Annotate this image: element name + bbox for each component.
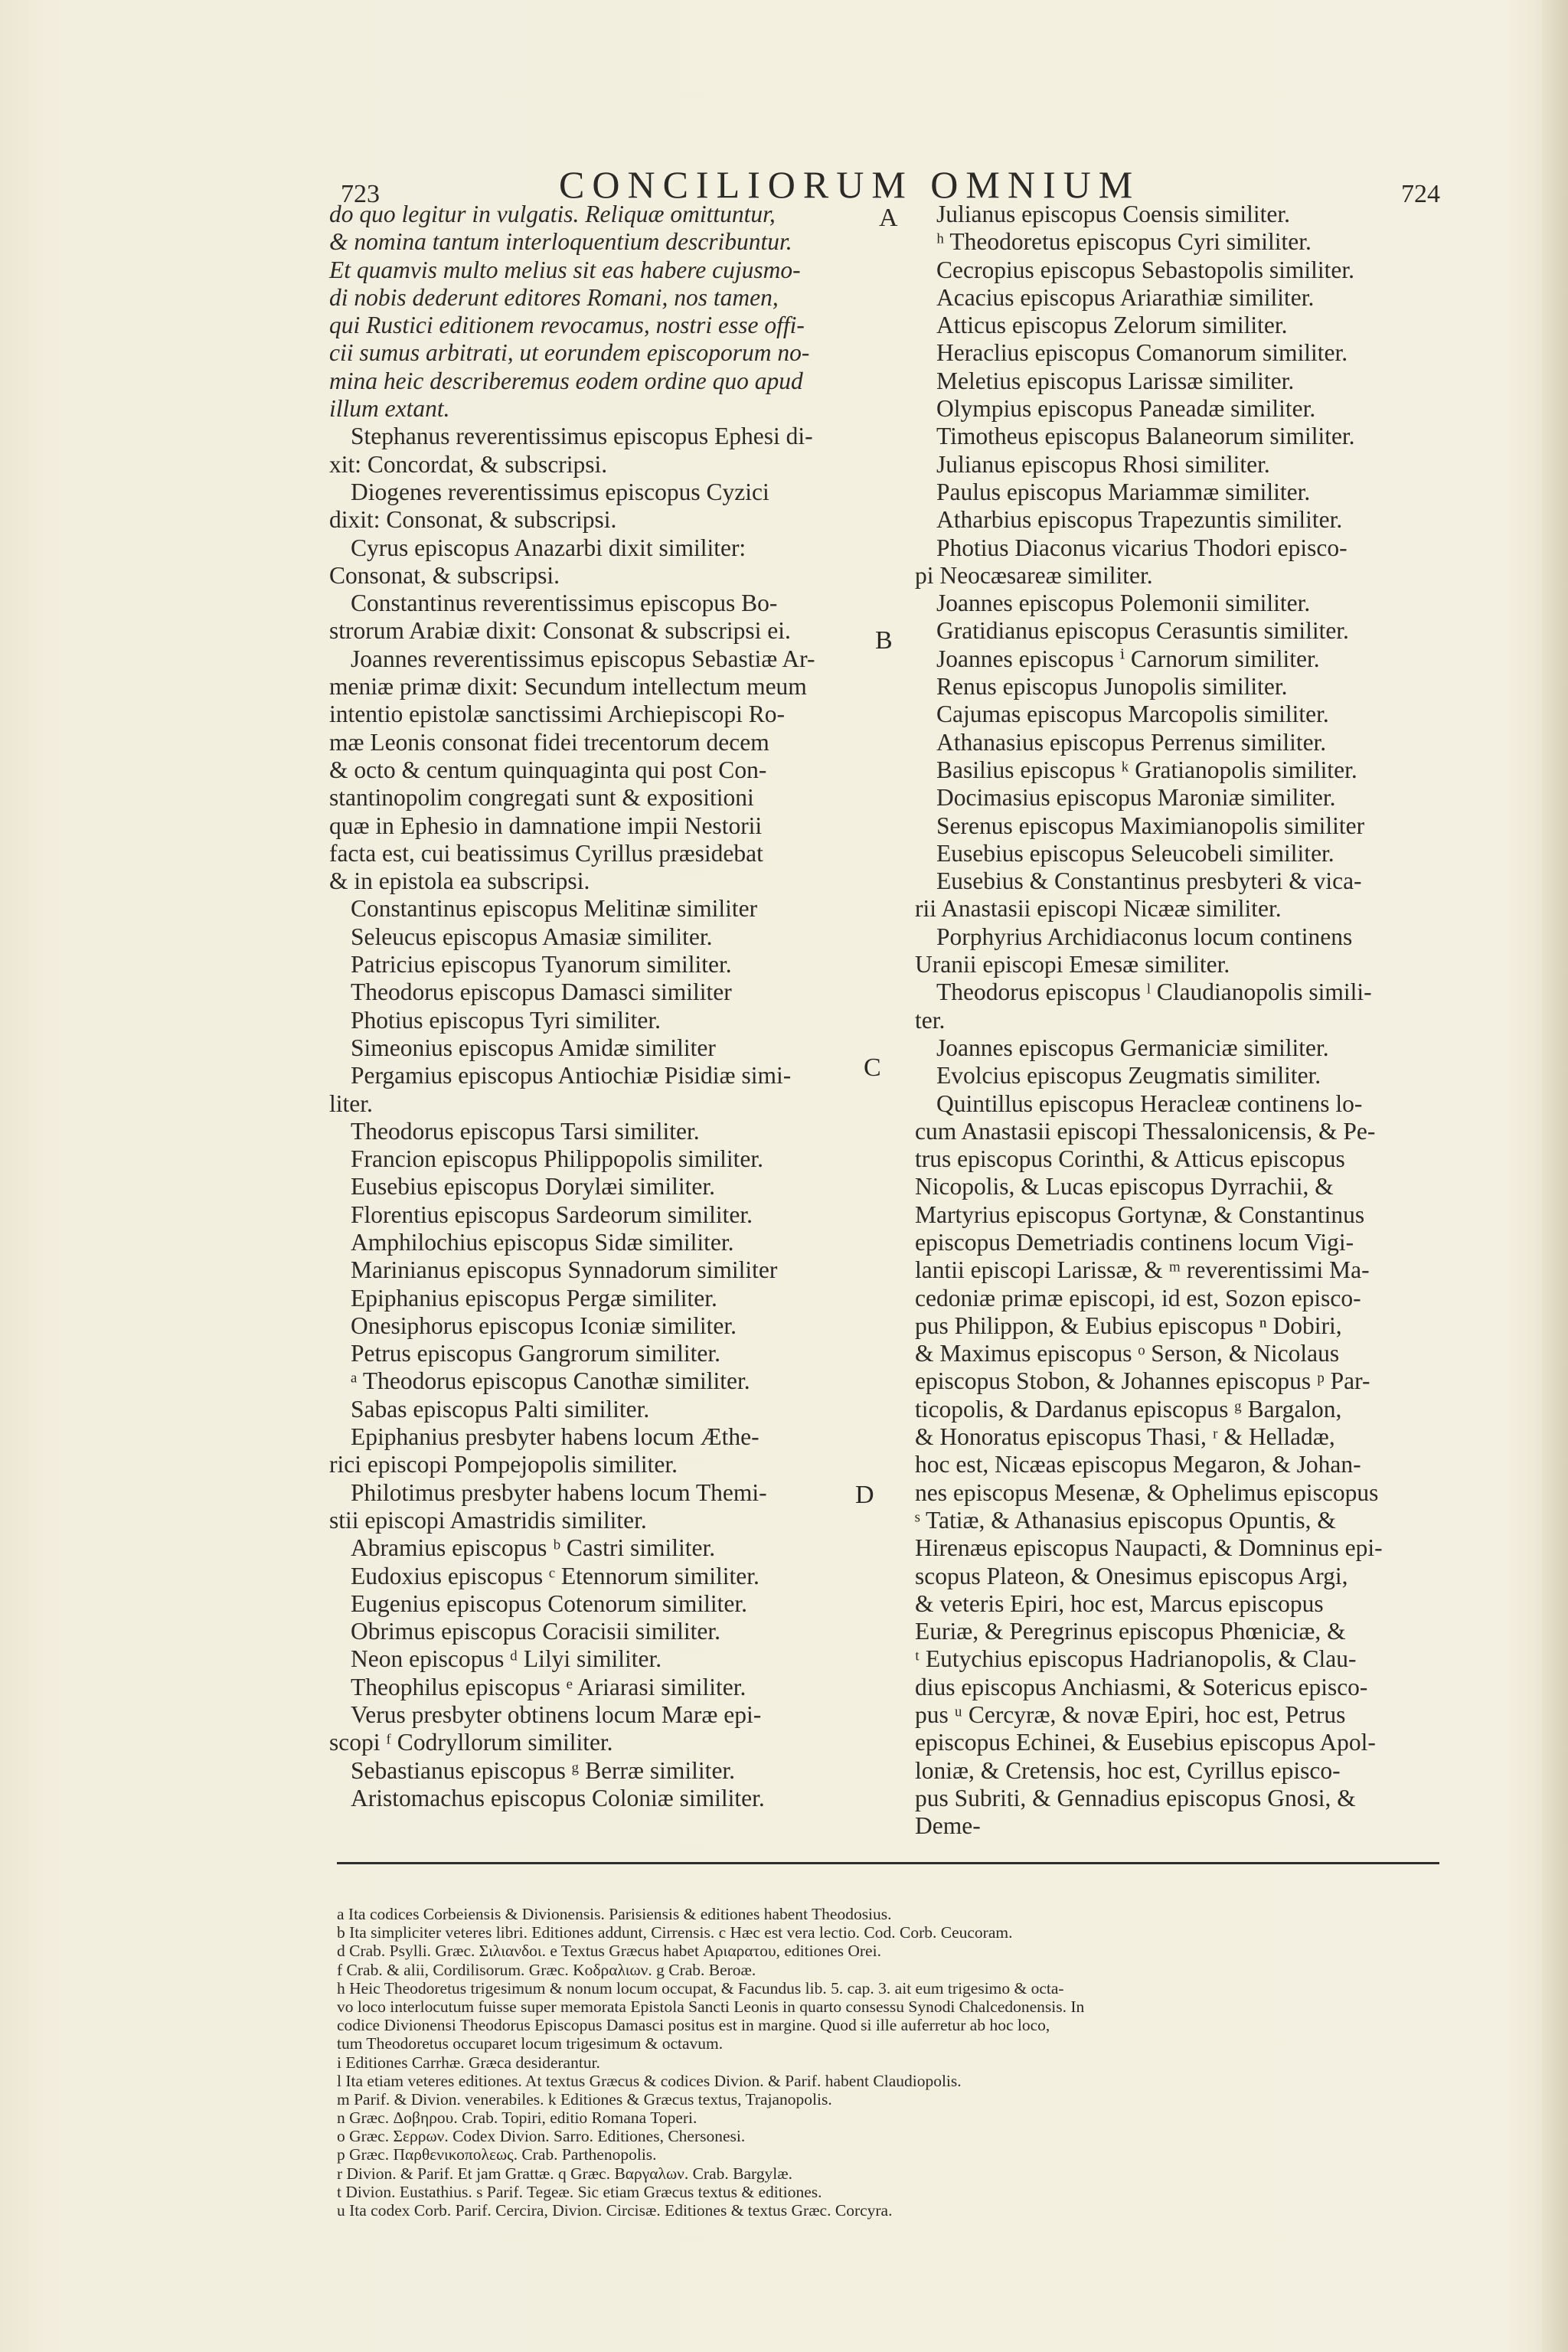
text-line: Seleucus episcopus Amasiæ similiter. xyxy=(351,923,713,950)
text-line: scopus Plateon, & Onesimus episcopus Argi, xyxy=(915,1562,1348,1589)
text-line: trus episcopus Corinthi, & Atticus episcopus xyxy=(915,1145,1345,1173)
text-line: scopi ᶠ Codryllorum similiter. xyxy=(329,1729,613,1756)
text-line: Eusebius & Constantinus presbyteri & vica- xyxy=(936,867,1362,895)
text-line: Joannes episcopus ⁱ Carnorum similiter. xyxy=(936,645,1320,672)
text-line: liter. xyxy=(329,1089,373,1117)
text-line: stii episcopi Amastridis similiter. xyxy=(329,1506,647,1534)
text-line: pus Philippon, & Eubius episcopus ⁿ Dobiri, xyxy=(915,1312,1342,1339)
text-line: Joannes reverentissimus episcopus Sebastiæ Ar- xyxy=(351,645,815,672)
text-line: Epiphanius presbyter habens locum Æthe- xyxy=(351,1423,760,1451)
footnote-line: r Divion. & Parif. Et jam Grattæ. q Græc. Βαργαλων. Crab. Bargylæ. xyxy=(337,2164,792,2183)
text-line: Theodorus episcopus Damasci similiter xyxy=(351,978,732,1006)
footnote-line: h Heic Theodoretus trigesimum & nonum locum occupat, & Facundus lib. 5. cap. 3. ait eum trigesimo & octa- xyxy=(337,1978,1064,1998)
footnote-line: p Græc. Παρθενικοπολεως. Crab. Parthenopolis. xyxy=(337,2145,657,2164)
text-line: Verus presbyter obtinens locum Maræ epi- xyxy=(351,1701,762,1729)
footnote-line: n Græc. Δοβηρου. Crab. Topiri, editio Romana Toperi. xyxy=(337,2109,697,2128)
footnote-line: i Editiones Carrhæ. Græca desiderantur. xyxy=(337,2053,600,2072)
text-line: Joannes episcopus Germaniciæ similiter. xyxy=(936,1034,1329,1061)
right-column xyxy=(915,201,1439,1841)
text-line: meniæ primæ dixit: Secundum intellectum meum xyxy=(329,673,807,701)
footnote-line: codice Divionensi Theodorus Episcopus Damasci positus est in margine. Quod si ille auferretur ab hoc loco, xyxy=(337,2016,1050,2035)
text-line: Pergamius episcopus Antiochiæ Pisidiæ simi- xyxy=(351,1062,792,1089)
footnote-line: u Ita codex Corb. Parif. Cercira, Divion. Circisæ. Editiones & textus Græc. Corcyra. xyxy=(337,2201,893,2220)
text-line: ticopolis, & Dardanus episcopus ᵍ Bargalon, xyxy=(915,1395,1342,1423)
text-line: mæ Leonis consonat fidei trecentorum decem xyxy=(329,728,769,756)
footnote-line: f Crab. & alii, Cordilisorum. Græc. Κοδραλιων. g Crab. Beroæ. xyxy=(337,1960,756,1979)
text-line: hoc est, Nicæas episcopus Megaron, & Johan- xyxy=(915,1451,1361,1478)
text-line: Cajumas episcopus Marcopolis similiter. xyxy=(936,701,1329,728)
text-line: Eusebius episcopus Seleucobeli similiter. xyxy=(936,839,1334,867)
text-line: pus Subriti, & Gennadius episcopus Gnosi, & xyxy=(915,1784,1356,1811)
text-line: Petrus episcopus Gangrorum similiter. xyxy=(351,1340,720,1367)
text-line: nes episcopus Mesenæ, & Ophelimus episcopus xyxy=(915,1478,1379,1506)
footnote-line: b Ita simpliciter veteres libri. Editiones addunt, Cirrensis. c Hæc est vera lectio. Cod. Corb. Ceucoram. xyxy=(337,1923,1013,1942)
text-line: Eugenius episcopus Cotenorum similiter. xyxy=(351,1589,747,1617)
text-line: Nicopolis, & Lucas episcopus Dyrrachii, & xyxy=(915,1173,1334,1200)
text-line: Timotheus episcopus Balaneorum similiter. xyxy=(936,423,1355,450)
footnote-line: m Parif. & Divion. venerabiles. k Editiones & Græcus textus, Trajanopolis. xyxy=(337,2089,832,2109)
text-line: Photius Diaconus vicarius Thodori episco- xyxy=(936,534,1348,561)
text-line: Constantinus reverentissimus episcopus Bo- xyxy=(351,590,778,617)
text-line: Julianus episcopus Coensis similiter. xyxy=(936,201,1290,227)
text-line: & veteris Epiri, hoc est, Marcus episcopus xyxy=(915,1589,1324,1617)
footnote-line: t Divion. Eustathius. s Parif. Tegeæ. Sic etiam Græcus textus & editiones. xyxy=(337,2182,822,2201)
text-line: Simeonius episcopus Amidæ similiter xyxy=(351,1034,716,1061)
text-line: xit: Concordat, & subscripsi. xyxy=(329,450,608,478)
text-line: illum extant. xyxy=(329,395,450,423)
text-line: Florentius episcopus Sardeorum similiter. xyxy=(351,1200,753,1228)
text-line: Patricius episcopus Tyanorum similiter. xyxy=(351,951,732,978)
text-line: Gratidianus episcopus Cerasuntis similiter. xyxy=(936,617,1349,645)
text-line: quæ in Ephesio in damnatione impii Nestorii xyxy=(329,812,763,839)
text-line: Francion episcopus Philippopolis similiter. xyxy=(351,1145,763,1173)
margin-marker-c: C xyxy=(864,1054,881,1082)
text-line: & octo & centum quinquaginta qui post Con- xyxy=(329,756,767,783)
text-line: Stephanus reverentissimus episcopus Ephesi di- xyxy=(351,423,813,450)
text-line: Sabas episcopus Palti similiter. xyxy=(351,1395,650,1423)
text-line: Hirenæus episcopus Naupacti, & Domninus epi- xyxy=(915,1534,1383,1562)
footnotes xyxy=(337,1905,1439,2220)
text-line: Quintillus episcopus Heracleæ continens lo- xyxy=(936,1089,1363,1117)
right-page-number: 724 xyxy=(1401,180,1440,208)
footnote-line: d Crab. Psylli. Græc. Σιλιανδοι. e Textus Græcus habet Αριαρατου, editiones Orei. xyxy=(337,1942,881,1961)
text-line: episcopus Demetriadis continens locum Vigi- xyxy=(915,1228,1354,1256)
text-line: Serenus episcopus Maximianopolis similiter xyxy=(936,812,1365,839)
text-line: rici episcopi Pompejopolis similiter. xyxy=(329,1451,678,1478)
text-line: Photius episcopus Tyri similiter. xyxy=(351,1006,661,1034)
text-line: Eusebius episcopus Dorylæi similiter. xyxy=(351,1173,715,1200)
text-line: Consonat, & subscripsi. xyxy=(329,561,560,589)
page-edge-shadow xyxy=(1542,0,1568,2352)
text-line: Diogenes reverentissimus episcopus Cyzici xyxy=(351,478,769,505)
text-line: dius episcopus Anchiasmi, & Sotericus episco- xyxy=(915,1673,1368,1700)
left-column xyxy=(329,201,850,1812)
text-line: Abramius episcopus ᵇ Castri similiter. xyxy=(351,1534,716,1562)
text-line: Theophilus episcopus ᵉ Ariarasi similiter. xyxy=(351,1673,746,1700)
text-line: Julianus episcopus Rhosi similiter. xyxy=(936,450,1270,478)
text-line: episcopus Stobon, & Johannes episcopus ᵖ Par- xyxy=(915,1367,1370,1395)
text-line: Obrimus episcopus Coracisii similiter. xyxy=(351,1618,720,1645)
text-line: Paulus episcopus Mariammæ similiter. xyxy=(936,478,1311,505)
text-line: Theodorus episcopus Tarsi similiter. xyxy=(351,1117,700,1145)
margin-marker-a: A xyxy=(879,204,898,232)
text-line: Martyrius episcopus Gortynæ, & Constantinus xyxy=(915,1200,1365,1228)
text-line: Amphilochius episcopus Sidæ similiter. xyxy=(351,1228,734,1256)
text-line: Renus episcopus Junopolis similiter. xyxy=(936,673,1288,701)
text-line: Evolcius episcopus Zeugmatis similiter. xyxy=(936,1062,1321,1089)
text-line: ʰ Theodoretus episcopus Cyri similiter. xyxy=(936,228,1312,256)
text-line: Sebastianus episcopus ᵍ Berræ similiter. xyxy=(351,1756,736,1784)
text-line: Athanasius episcopus Perrenus similiter. xyxy=(936,728,1327,756)
text-line: do quo legitur in vulgatis. Reliquæ omittuntur, xyxy=(329,201,776,227)
text-line: Meletius episcopus Larissæ similiter. xyxy=(936,367,1295,394)
text-line: & in epistola ea subscripsi. xyxy=(329,867,590,895)
text-line: Heraclius episcopus Comanorum similiter. xyxy=(936,339,1348,367)
footnote-line: o Græc. Σερρων. Codex Divion. Sarro. Editiones, Chersonesi. xyxy=(337,2127,746,2146)
text-line: Porphyrius Archidiaconus locum continens xyxy=(936,923,1353,950)
text-line: Olympius episcopus Paneadæ similiter. xyxy=(936,395,1316,423)
margin-marker-d: D xyxy=(855,1481,874,1509)
text-line: cedoniæ primæ episcopi, id est, Sozon episco- xyxy=(915,1284,1361,1312)
text-line: & nomina tantum interloquentium describuntur. xyxy=(329,228,792,256)
text-line: cii sumus arbitrati, ut eorundem episcoporum no- xyxy=(329,339,810,367)
text-line: di nobis dederunt editores Romani, nos tamen, xyxy=(329,283,779,311)
text-line: loniæ, & Cretensis, hoc est, Cyrillus episco- xyxy=(915,1756,1341,1784)
text-line: dixit: Consonat, & subscripsi. xyxy=(329,506,617,534)
text-line: Eudoxius episcopus ᶜ Etennorum similiter. xyxy=(351,1562,760,1589)
left-page-number: 723 xyxy=(341,180,380,208)
text-line: strorum Arabiæ dixit: Consonat & subscripsi ei. xyxy=(329,617,791,645)
text-line: mina heic describeremus eodem ordine quo apud xyxy=(329,367,803,394)
text-line: rii Anastasii episcopi Nicææ similiter. xyxy=(915,895,1282,923)
footnote-line: l Ita etiam veteres editiones. At textus Græcus & codices Divion. & Parif. habent Claudiopolis. xyxy=(337,2071,962,2090)
text-line: Onesiphorus episcopus Iconiæ similiter. xyxy=(351,1312,737,1339)
text-line: ᵗ Eutychius episcopus Hadrianopolis, & Clau- xyxy=(915,1645,1357,1673)
text-line: cum Anastasii episcopi Thessalonicensis, & Pe- xyxy=(915,1117,1376,1145)
text-line: & Maximus episcopus ᵒ Serson, & Nicolaus xyxy=(915,1340,1340,1367)
text-line: lantii episcopi Larissæ, & ᵐ reverentissimi Ma- xyxy=(915,1256,1370,1284)
text-line: ter. xyxy=(915,1006,946,1034)
text-line: Cyrus episcopus Anazarbi dixit similiter: xyxy=(351,534,746,561)
margin-marker-b: B xyxy=(875,626,893,655)
text-line: intentio epistolæ sanctissimi Archiepiscopi Ro- xyxy=(329,701,785,728)
text-line: Atharbius episcopus Trapezuntis similiter. xyxy=(936,506,1343,534)
text-line: qui Rustici editionem revocamus, nostri esse offi- xyxy=(329,312,805,339)
text-line: pus ᵘ Cercyræ, & novæ Epiri, hoc est, Petrus xyxy=(915,1701,1346,1729)
text-line: episcopus Echinei, & Eusebius episcopus Apol- xyxy=(915,1729,1376,1756)
footnote-line: tum Theodoretus occuparet locum trigesimum & octavum. xyxy=(337,2034,724,2053)
text-line: Atticus episcopus Zelorum similiter. xyxy=(936,312,1288,339)
text-line: Aristomachus episcopus Coloniæ similiter. xyxy=(351,1784,765,1811)
text-line: Euriæ, & Peregrinus episcopus Phœniciæ, & xyxy=(915,1618,1346,1645)
text-line: Deme- xyxy=(915,1812,981,1840)
text-line: Uranii episcopi Emesæ similiter. xyxy=(915,951,1230,978)
text-line: stantinopolim congregati sunt & expositioni xyxy=(329,784,754,812)
text-line: Et quamvis multo melius sit eas habere cujusmo- xyxy=(329,256,801,283)
text-line: Philotimus presbyter habens locum Themi- xyxy=(351,1478,767,1506)
text-line: Constantinus episcopus Melitinæ similiter xyxy=(351,895,758,923)
text-line: & Honoratus episcopus Thasi, ʳ & Helladæ, xyxy=(915,1423,1335,1451)
text-line: Theodorus episcopus ˡ Claudianopolis simili- xyxy=(936,978,1372,1006)
text-line: ˢ Tatiæ, & Athanasius episcopus Opuntis, & xyxy=(915,1506,1336,1534)
text-line: Acacius episcopus Ariarathiæ similiter. xyxy=(936,283,1315,311)
footnote-line: vo loco interlocutum fuisse super memorata Epistola Sancti Leonis in quarto consessu Synodi Chalcedonensis. In xyxy=(337,1997,1085,2016)
text-line: Joannes episcopus Polemonii similiter. xyxy=(936,590,1311,617)
footnote-line: a Ita codices Corbeiensis & Divionensis. Parisiensis & editiones habent Theodosius. xyxy=(337,1905,892,1923)
text-line: Cecropius episcopus Sebastopolis similiter. xyxy=(936,256,1354,283)
text-line: ᵃ Theodorus episcopus Canothæ similiter. xyxy=(351,1367,750,1395)
footnote-rule xyxy=(337,1862,1439,1864)
text-line: Epiphanius episcopus Pergæ similiter. xyxy=(351,1284,717,1312)
page-title: CONCILIORUM OMNIUM xyxy=(559,163,1141,206)
text-line: pi Neocæsareæ similiter. xyxy=(915,561,1153,589)
text-line: Neon episcopus ᵈ Lilyi similiter. xyxy=(351,1645,662,1673)
text-line: Basilius episcopus ᵏ Gratianopolis similiter. xyxy=(936,756,1357,783)
text-line: Marinianus episcopus Synnadorum similiter xyxy=(351,1256,778,1284)
text-line: Docimasius episcopus Maroniæ similiter. xyxy=(936,784,1336,812)
text-line: facta est, cui beatissimus Cyrillus præsidebat xyxy=(329,839,763,867)
